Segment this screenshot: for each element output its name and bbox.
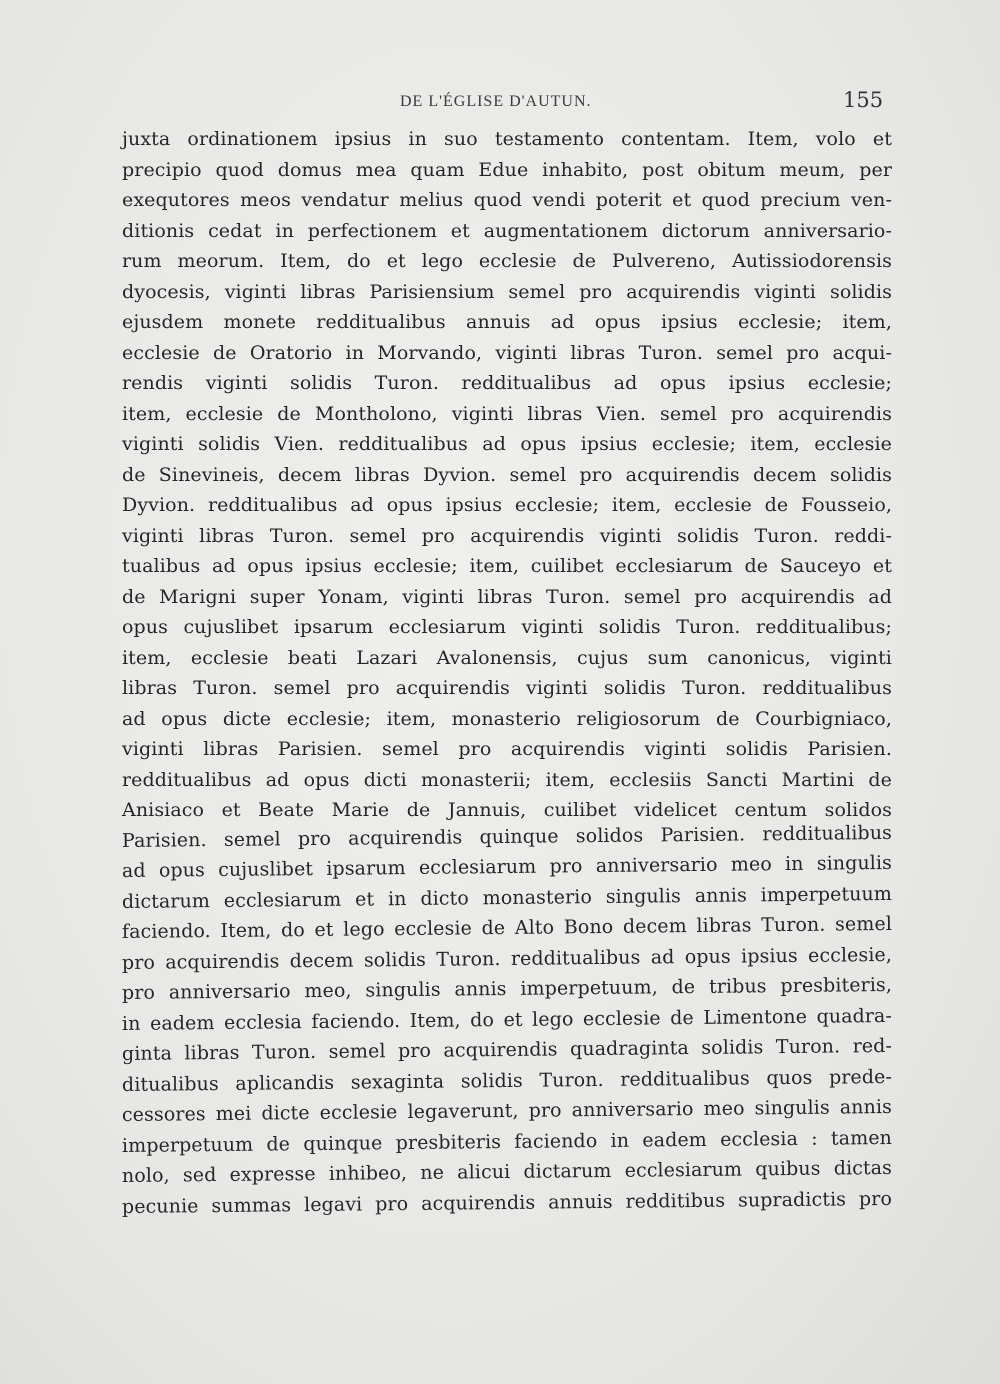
text-line: faciendo. Item, do et lego ecclesie de Alto Bono decem libras Turon. semel [121, 912, 893, 943]
text-line: item, ecclesie beati Lazari Avalonensis, cujus sum canonicus, viginti [122, 646, 892, 669]
text-line: imperpetuum de quinque presbiteris faciendo in eadem ecclesia : tamen [121, 1126, 893, 1157]
text-line: Dyvion. redditualibus ad opus ipsius ecclesie; item, ecclesie de Fousseio, [122, 494, 892, 516]
text-line: ginta libras Turon. semel pro acquirendis quadraginta solidis Turon. red- [121, 1034, 893, 1065]
text-line: libras Turon. semel pro acquirendis viginti solidis Turon. redditualibus [122, 677, 892, 699]
text-line: ad opus dicte ecclesie; item, monasterio religiosorum de Courbigniaco, [122, 707, 892, 730]
text-line: viginti libras Turon. semel pro acquirendis viginti solidis Turon. reddi- [122, 524, 892, 547]
text-line: pro anniversario meo, singulis annis imperpetuum, de tribus presbiteris, [121, 973, 893, 1004]
text-line: de Sinevineis, decem libras Dyvion. semel pro acquirendis decem solidis [122, 463, 892, 486]
text-line: viginti libras Parisien. semel pro acquirendis viginti solidis Parisien. [122, 738, 892, 760]
text-line: viginti solidis Vien. redditualibus ad opus ipsius ecclesie; item, ecclesie [122, 433, 892, 455]
text-line: tualibus ad opus ipsius ecclesie; item, cuilibet ecclesiarum de Sauceyo et [122, 555, 892, 577]
text-line: Parisien. semel pro acquirendis quinque solidos Parisien. redditualibus [121, 821, 893, 852]
text-line: opus cujuslibet ipsarum ecclesiarum viginti solidis Turon. redditualibus; [122, 616, 892, 638]
text-line: precipio quod domus mea quam Edue inhabito, post obitum meum, per [122, 158, 892, 181]
text-line: pro acquirendis decem solidis Turon. redditualibus ad opus ipsius ecclesie, [121, 943, 893, 974]
text-line: redditualibus ad opus dicti monasterii; item, ecclesiis Sancti Martini de [122, 768, 892, 791]
text-line: pecunie summas legavi pro acquirendis annuis redditibus supradictis pro [121, 1187, 893, 1218]
text-line: ditualibus aplicandis sexaginta solidis Turon. redditualibus quos prede- [121, 1065, 893, 1096]
text-line: rendis viginti solidis Turon. redditualibus ad opus ipsius ecclesie; [122, 372, 892, 394]
text-line: dyocesis, viginti libras Parisiensium semel pro acquirendis viginti solidis [122, 280, 892, 303]
text-line: ad opus cujuslibet ipsarum ecclesiarum pro anniversario meo in singulis [121, 851, 893, 882]
running-head: DE L'ÉGLISE D'AUTUN. [400, 93, 592, 110]
text-line: ejusdem monete redditualibus annuis ad opus ipsius ecclesie; item, [122, 311, 892, 333]
text-line: item, ecclesie de Montholono, viginti libras Vien. semel pro acquirendis [122, 402, 892, 425]
page-number: 155 [843, 88, 884, 112]
text-line: dictarum ecclesiarum et in dicto monasterio singulis annis imperpetuum [121, 882, 893, 913]
text-line: ecclesie de Oratorio in Morvando, viginti libras Turon. semel pro acqui- [122, 341, 892, 364]
text-line: de Marigni super Yonam, viginti libras Turon. semel pro acquirendis ad [122, 585, 892, 608]
text-line: nolo, sed expresse inhibeo, ne alicui dictarum ecclesiarum quibus dictas [121, 1156, 893, 1187]
text-line: cessores mei dicte ecclesie legaverunt, pro anniversario meo singulis annis [121, 1095, 893, 1126]
text-line: rum meorum. Item, do et lego ecclesie de Pulvereno, Autissiodorensis [122, 250, 892, 272]
text-line: in eadem ecclesia faciendo. Item, do et lego ecclesie de Limentone quadra- [121, 1004, 893, 1035]
text-line: ditionis cedat in perfectionem et augmentationem dictorum anniversario- [122, 219, 892, 242]
text-line: exequtores meos vendatur melius quod vendi poterit et quod precium ven- [122, 189, 892, 211]
text-line: Anisiaco et Beate Marie de Jannuis, cuilibet videlicet centum solidos [122, 799, 892, 821]
body-text [122, 124, 892, 1222]
text-line: juxta ordinationem ipsius in suo testamento contentam. Item, volo et [122, 128, 892, 150]
